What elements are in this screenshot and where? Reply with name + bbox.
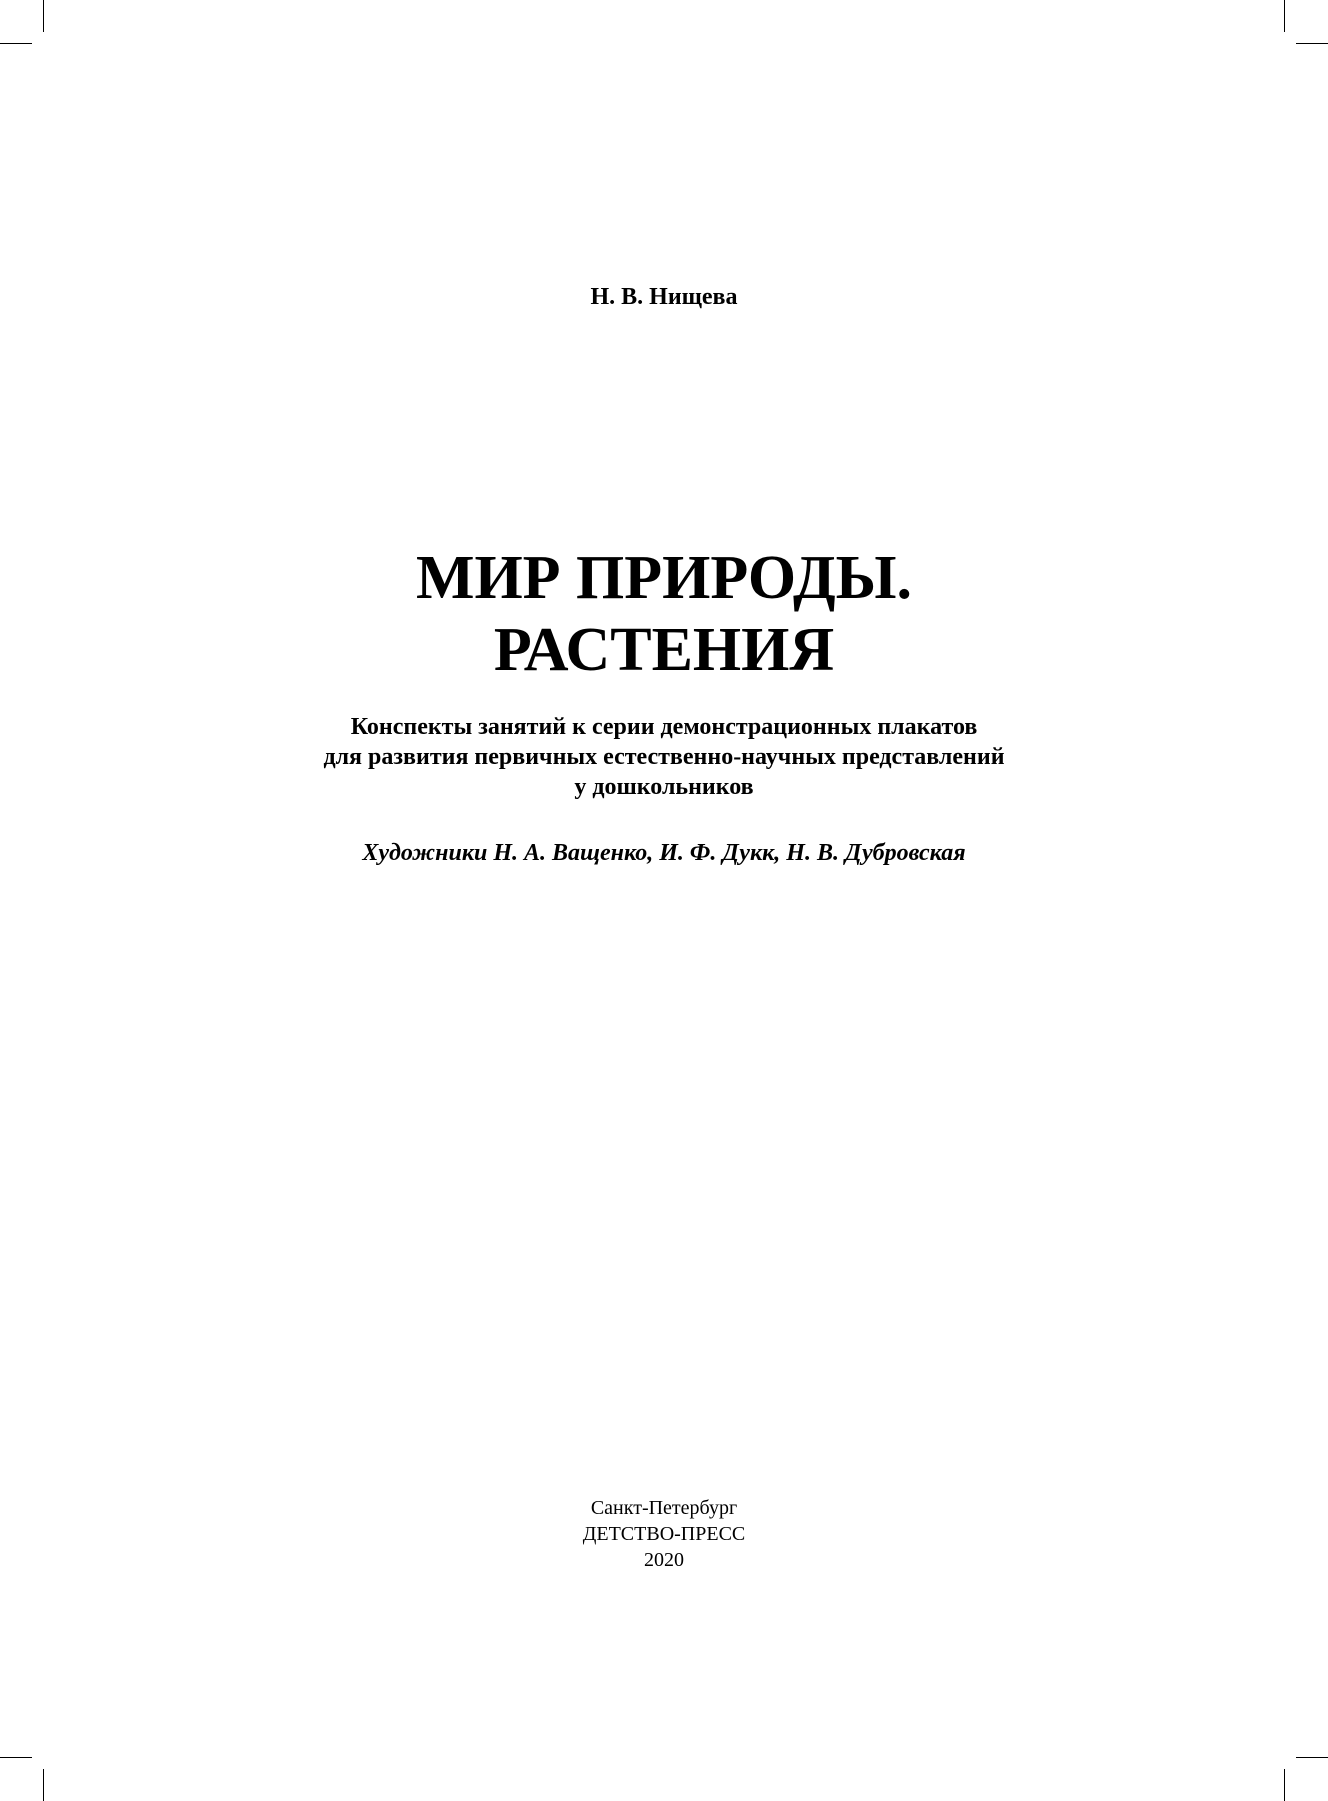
imprint-city: Санкт-Петербург bbox=[590, 1497, 738, 1519]
book-subtitle-line-1: Конспекты занятий к серии демонстрационных плакатов bbox=[350, 714, 978, 740]
crop-mark-top-left-horizontal bbox=[0, 43, 32, 44]
crop-mark-bottom-right-horizontal bbox=[1296, 1757, 1328, 1758]
crop-mark-bottom-left-horizontal bbox=[0, 1757, 32, 1758]
crop-mark-bottom-right-vertical bbox=[1284, 1769, 1285, 1801]
book-subtitle-line-3: у дошкольников bbox=[574, 774, 754, 800]
crop-mark-top-right-vertical bbox=[1284, 0, 1285, 32]
book-title bbox=[0, 542, 1328, 686]
crop-mark-top-left-vertical bbox=[43, 0, 44, 32]
artists-credit: Художники Н. А. Ващенко, И. Ф. Дукк, Н. В. Дубровская bbox=[362, 840, 966, 866]
book-subtitle bbox=[0, 712, 1328, 802]
book-title-line-1: МИР ПРИРОДЫ. bbox=[415, 544, 913, 612]
imprint bbox=[0, 1495, 1328, 1573]
imprint-publisher: ДЕТСТВО-ПРЕСС bbox=[582, 1523, 746, 1545]
author-name: Н. В. Нищева bbox=[590, 284, 738, 310]
crop-mark-top-right-horizontal bbox=[1296, 43, 1328, 44]
book-title-line-2: РАСТЕНИЯ bbox=[493, 616, 835, 684]
imprint-year: 2020 bbox=[644, 1549, 684, 1571]
book-subtitle-line-2: для развития первичных естественно-научных представлений bbox=[323, 744, 1005, 770]
crop-mark-bottom-left-vertical bbox=[43, 1769, 44, 1801]
